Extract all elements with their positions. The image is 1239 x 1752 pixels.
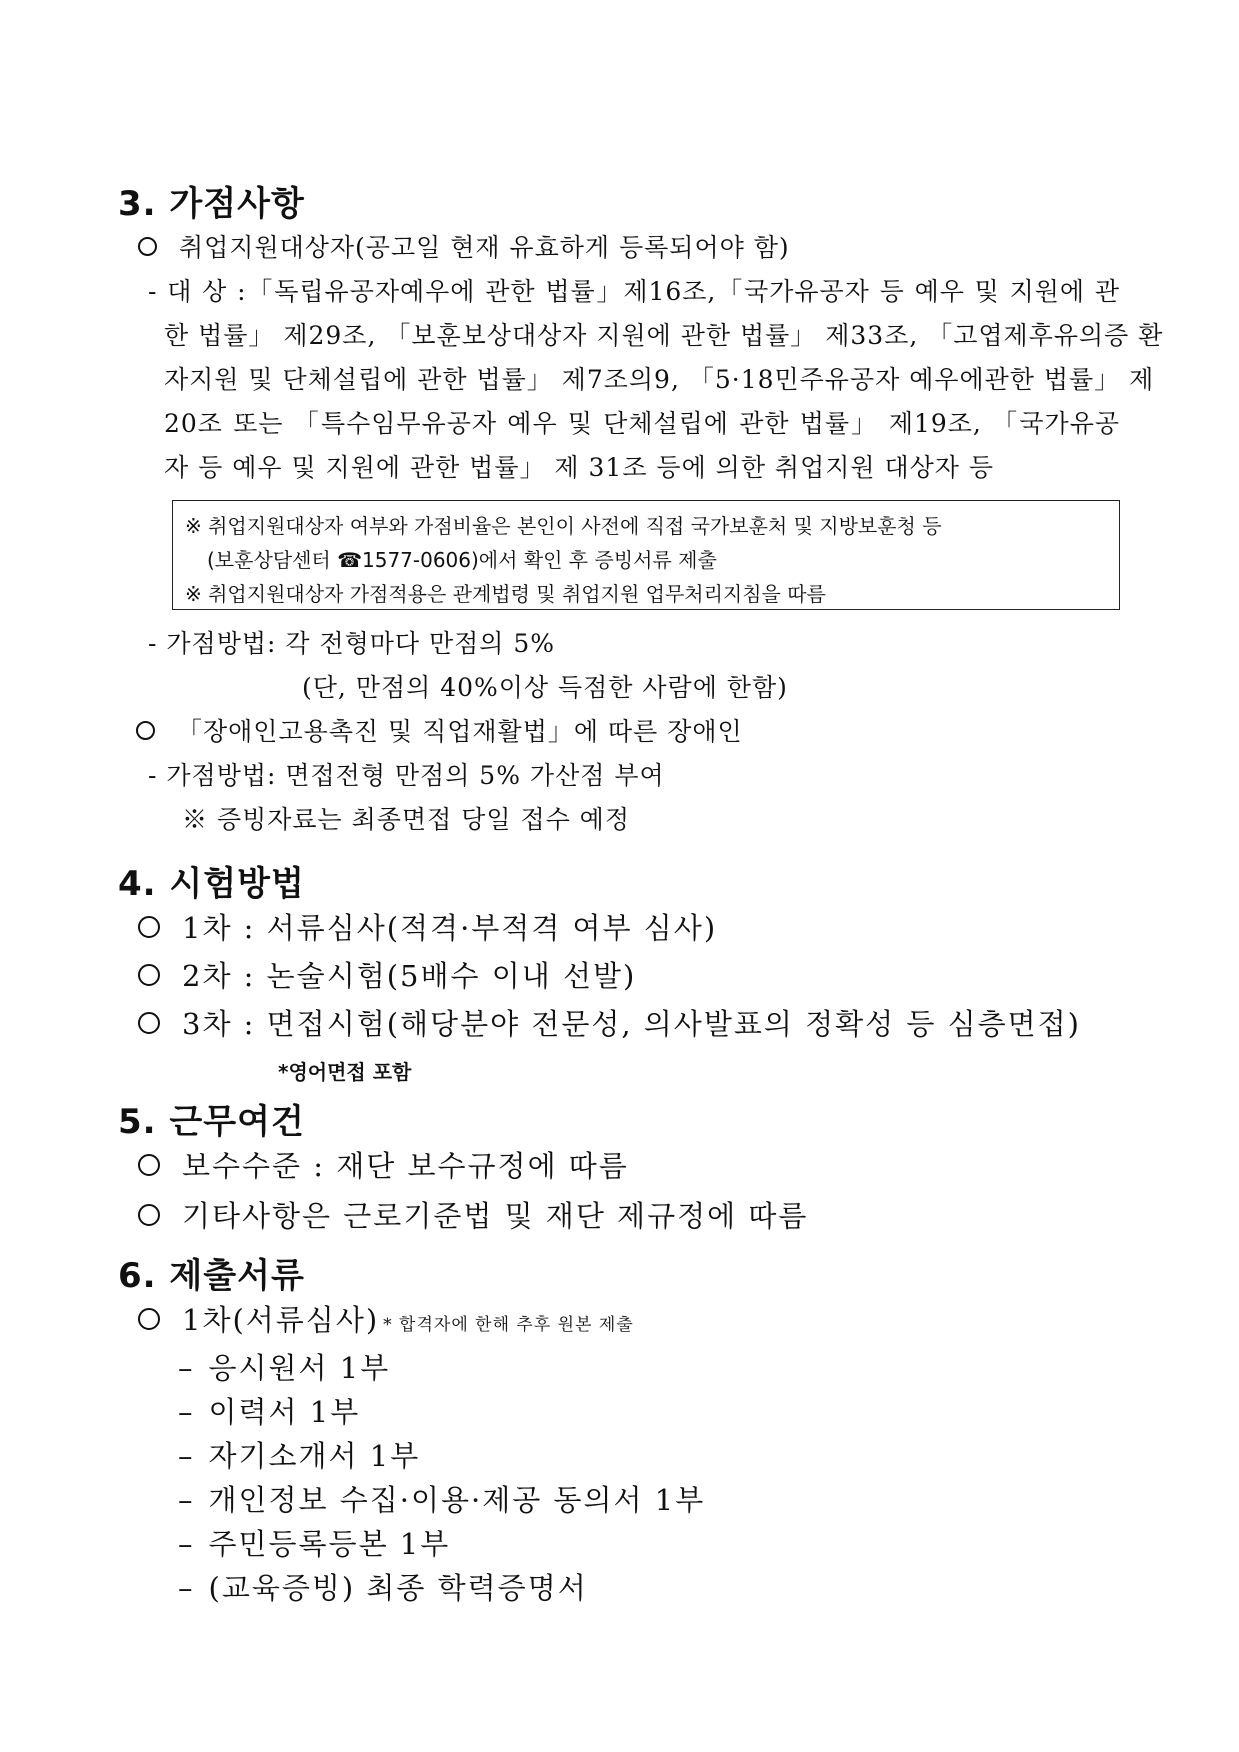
note-line-3: ※ 취업지원대상자 가점적용은 관계법령 및 취업지원 업무처리지침을 따름	[185, 582, 826, 606]
dash-bullet-icon: –	[178, 1395, 195, 1429]
section-4-title: 4. 시험방법	[118, 864, 305, 904]
sec4-step-1-text: 1차 : 서류심사(적격·부적격 여부 심사)	[182, 911, 718, 945]
sec3-item1-text: 취업지원대상자(공고일 현재 유효하게 등록되어야 함)	[179, 233, 790, 262]
dash-bullet-icon: –	[178, 1351, 195, 1385]
sec6-doc-5-text: 주민등록등본 1부	[208, 1527, 451, 1561]
sec6-doc-6	[178, 1566, 588, 1607]
note-line-1: ※ 취업지원대상자 여부와 가점비율은 본인이 사전에 직접 국가보훈처 및 지방보훈청 등	[185, 514, 942, 538]
sec4-step-1	[138, 906, 717, 947]
sec3-item-employment-support	[138, 228, 790, 264]
sec3-target-line-2: 한 법률」 제29조, 「보훈보상대상자 지원에 관한 법률」 제33조, 「고엽제후유의증 환	[164, 321, 1164, 350]
note-box	[172, 500, 1120, 610]
sec6-stage-1	[138, 1298, 634, 1339]
circle-bullet-icon	[138, 1012, 160, 1034]
circle-bullet-icon	[138, 1154, 160, 1176]
sec3-target-line-4: 20조 또는 「특수임무유공자 예우 및 단체설립에 관한 법률」 제19조, 「국가유공	[164, 409, 1120, 438]
sec5-item-2	[138, 1194, 808, 1235]
sec4-step-3	[138, 1002, 1081, 1043]
sec6-doc-2	[178, 1390, 360, 1431]
sec3-target-line-1: - 대 상 :「독립유공자예우에 관한 법률」제16조,「국가유공자 등 예우 및 지원에 관	[148, 277, 1120, 306]
sec3-item-disabled	[136, 712, 743, 748]
sec3-method2: - 가점방법: 면접전형 만점의 5% 가산점 부여	[148, 761, 665, 790]
sec6-doc-1	[178, 1346, 390, 1387]
sec3-item2-text: 「장애인고용촉진 및 직업재활법」에 따른 장애인	[177, 717, 743, 746]
sec6-doc-4-text: 개인정보 수집·이용·제공 동의서 1부	[208, 1483, 706, 1517]
sec3-method2-note: ※ 증빙자료는 최종면접 당일 접수 예정	[182, 805, 630, 834]
sec4-step3-note: *영어면접 포함	[278, 1060, 412, 1084]
sec6-doc-6-text: (교육증빙) 최종 학력증명서	[208, 1571, 588, 1605]
note-line-2: (보훈상담센터 ☎1577-0606)에서 확인 후 증빙서류 제출	[207, 548, 717, 572]
sec6-doc-3	[178, 1434, 420, 1475]
sec6-doc-4	[178, 1478, 705, 1519]
sec6-doc-2-text: 이력서 1부	[208, 1395, 361, 1429]
sec6-doc-1-text: 응시원서 1부	[208, 1351, 391, 1385]
sec4-step-2	[138, 954, 636, 995]
dash-bullet-icon: –	[178, 1527, 195, 1561]
sec3-target-line-3: 자지원 및 단체설립에 관한 법률」 제7조의9, 「5·18민주유공자 예우에관한 법률」 제	[164, 365, 1155, 394]
sec6-doc-3-text: 자기소개서 1부	[208, 1439, 421, 1473]
sec4-step-3-text: 3차 : 면접시험(해당분야 전문성, 의사발표의 정확성 등 심층면접)	[182, 1007, 1081, 1041]
sec6-stage1-note: * 합격자에 한해 추후 원본 제출	[383, 1315, 634, 1335]
circle-bullet-icon	[138, 1308, 160, 1330]
sec3-method1-sub: (단, 만점의 40%이상 득점한 사람에 한함)	[302, 673, 788, 702]
sec3-target-line-5: 자 등 예우 및 지원에 관한 법률」 제 31조 등에 의한 취업지원 대상자 등	[164, 453, 995, 482]
sec4-step-2-text: 2차 : 논술시험(5배수 이내 선발)	[182, 959, 637, 993]
sec5-item-1	[138, 1144, 629, 1185]
dash-bullet-icon: –	[178, 1439, 195, 1473]
circle-bullet-icon	[138, 916, 160, 938]
sec5-item-2-text: 기타사항은 근로기준법 및 재단 제규정에 따름	[182, 1199, 809, 1233]
section-3-title: 3. 가점사항	[118, 184, 305, 224]
section-5-title: 5. 근무여건	[118, 1102, 305, 1142]
dash-bullet-icon: –	[178, 1571, 195, 1605]
circle-bullet-icon	[138, 1204, 160, 1226]
sec6-stage1-text: 1차(서류심사)	[182, 1303, 380, 1337]
sec5-item-1-text: 보수수준 : 재단 보수규정에 따름	[182, 1149, 629, 1183]
circle-bullet-icon	[138, 237, 157, 256]
circle-bullet-icon	[136, 721, 155, 740]
circle-bullet-icon	[138, 964, 160, 986]
sec6-doc-5	[178, 1522, 450, 1563]
sec3-method1: - 가점방법: 각 전형마다 만점의 5%	[148, 629, 556, 658]
dash-bullet-icon: –	[178, 1483, 195, 1517]
section-6-title: 6. 제출서류	[118, 1256, 305, 1296]
